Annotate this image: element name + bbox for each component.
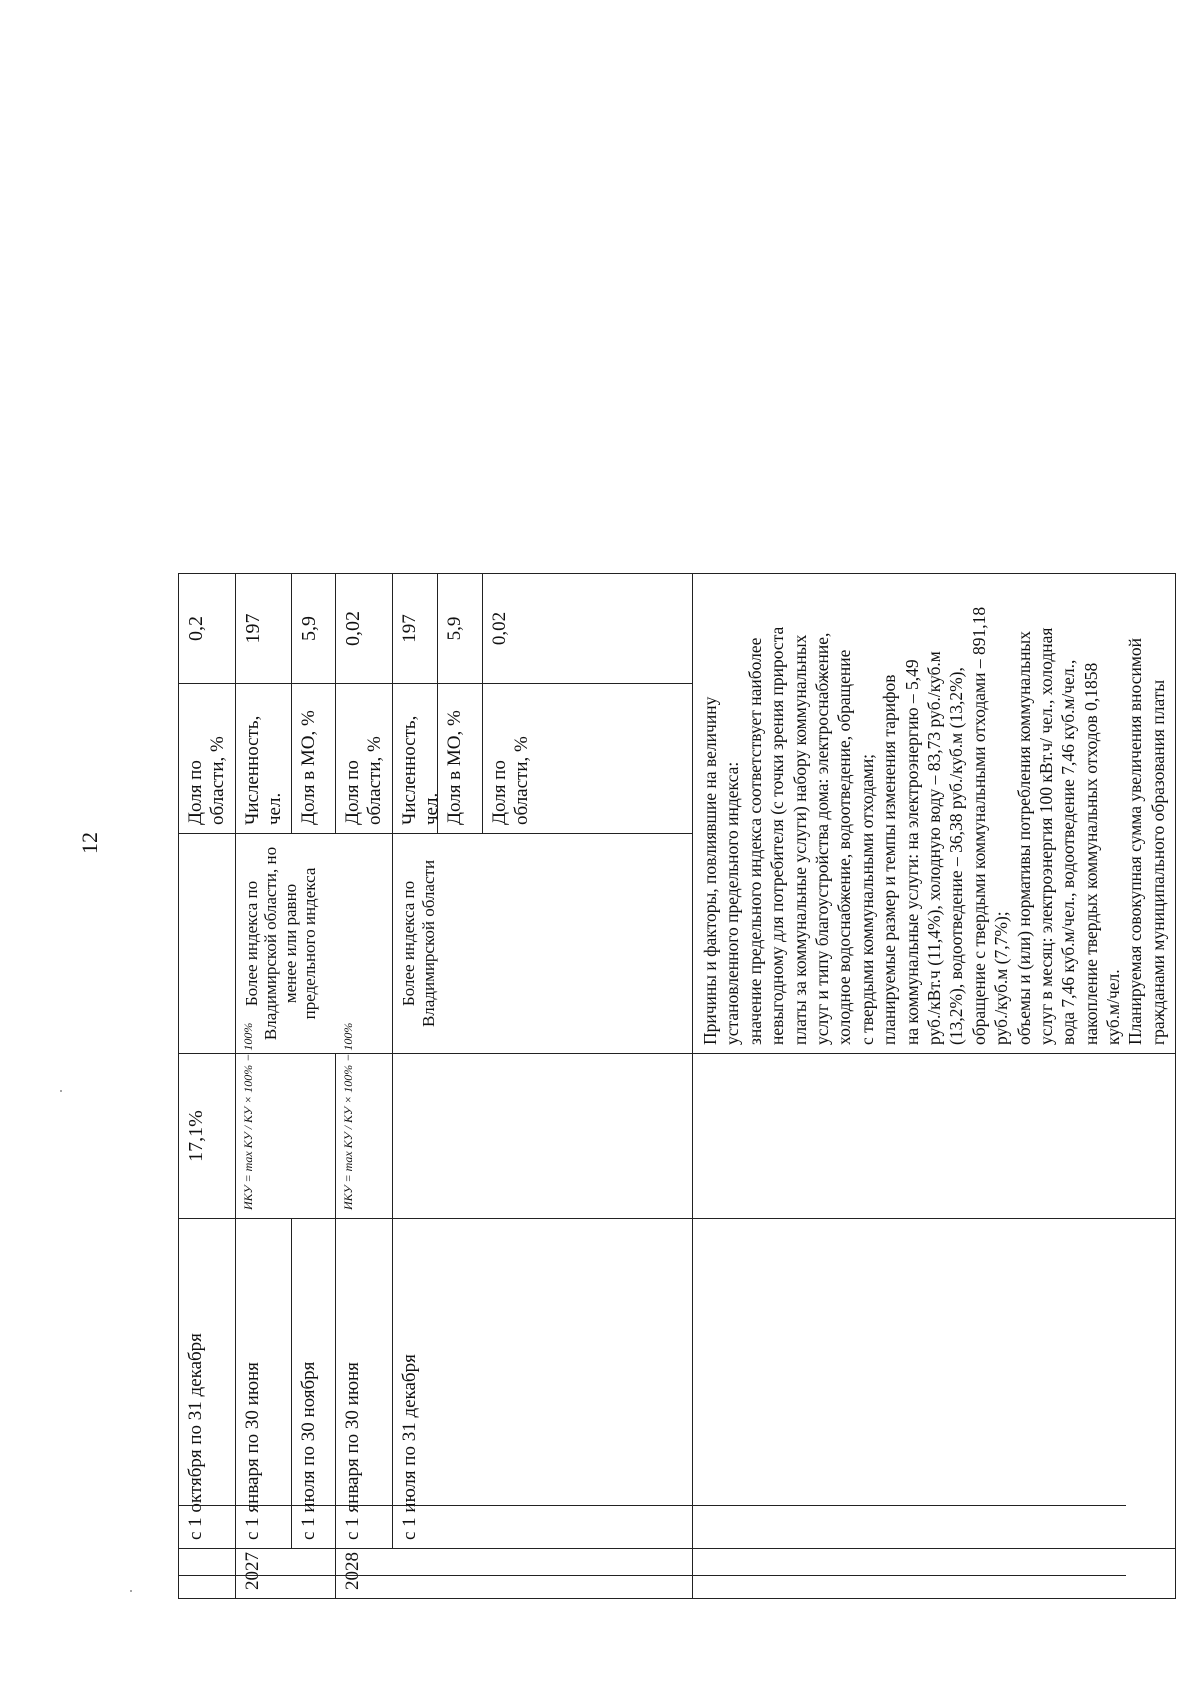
condition-cell: Более индекса по Владимирской области, но менее или равно предельного индекса: [235, 834, 392, 1054]
factors-line: с твердыми коммунальными отходами;: [856, 753, 877, 1045]
scan-speck: [60, 1090, 62, 1092]
factors-line: установленного предельного индекса:: [722, 761, 743, 1045]
factors-line: невыгодному для потребителя (с точки зрения прироста: [767, 626, 788, 1045]
share-mo-value: 5,9: [438, 574, 483, 683]
factors-line: Причины и факторы, повлиявшие на величину: [700, 696, 721, 1045]
scan-speck: [130, 1590, 132, 1592]
table-row: [336, 0, 393, 1599]
factors-line: объемы и (или) нормативы потребления коммунальных: [1013, 631, 1034, 1045]
share-mo-value: 5,9: [292, 574, 336, 684]
factors-line: услуг в месяц: электроэнергия 100 кВт.ч/ чел., холодная: [1035, 627, 1056, 1045]
factors-line: услуг и типу благоустройства дома: электроснабжение,: [812, 632, 833, 1045]
table-row: [693, 0, 1176, 1599]
formula-cell: ИКУ = max KУ / KУ × 100% − 100%: [336, 1054, 393, 1219]
population-value: 197: [235, 574, 292, 684]
factors-line: обращение с твердыми коммунальными отходами – 891,18: [968, 606, 989, 1045]
share-region-label: Доля по области, %: [489, 736, 532, 825]
table-row: [235, 0, 292, 1599]
horizontal-rule: [178, 1505, 1126, 1506]
period-cell: с 1 октября по 31 декабря: [179, 1219, 236, 1549]
share-region-value: 0,02: [489, 611, 511, 646]
table-row: [393, 0, 693, 1599]
factors-line: гражданами муниципального образования платы: [1147, 679, 1168, 1045]
factors-line: вода 7,46 куб.м/чел., водоотведение 7,46 куб.м/чел.,: [1058, 659, 1079, 1045]
year-cell: 2027: [235, 1549, 336, 1599]
factors-line: Планируемая совокупная сумма увеличения вносимой: [1125, 637, 1146, 1045]
formula-cell: ИКУ = max KУ / KУ × 100% − 100%: [235, 1054, 336, 1219]
factors-line: (13,2%), водоотведение – 36,38 руб./куб.м (13,2%),: [946, 667, 967, 1045]
factors-line: планируемые размер и темпы изменения тарифов: [879, 674, 900, 1045]
index-value: 17,1%: [179, 1054, 236, 1219]
factors-line: платы за коммунальные услуги) набору коммунальных: [789, 634, 810, 1045]
period-cell: с 1 июля по 30 ноября: [292, 1219, 336, 1549]
share-mo-label: Доля в МО, %: [292, 684, 336, 834]
factors-line: значение предельного индекса соответствует наиболее: [744, 637, 765, 1045]
share-region-label: Доля по области, %: [336, 684, 393, 834]
period-cell: с 1 января по 30 июня: [235, 1219, 292, 1549]
factors-cell: [693, 574, 1176, 1054]
period-cell: с 1 июля по 31 декабря: [393, 1219, 693, 1549]
rotated-table-sheet: [178, 0, 1168, 1599]
share-region-label: Доля по области, %: [179, 684, 236, 834]
factors-line: холодное водоснабжение, водоотведение, обращение: [834, 649, 855, 1045]
population-label: Численность, чел.: [393, 684, 438, 833]
share-region-value: 0,02: [336, 574, 393, 684]
period-cell: с 1 января по 30 июня: [336, 1219, 393, 1549]
table-row: [179, 0, 236, 1599]
page-number: 12: [77, 832, 102, 854]
horizontal-rule: [178, 1575, 1126, 1576]
condition-cell: Более индекса по Владимирской области: [393, 834, 693, 1054]
factors-line: куб.м/чел.: [1103, 969, 1124, 1045]
factors-line: руб./куб.м (7,7%);: [991, 911, 1012, 1045]
factors-line: накопление твердых коммунальных отходов 0,1858: [1080, 662, 1101, 1045]
factors-line: на коммунальные услуги: на электроэнергию – 5,49: [901, 659, 922, 1045]
population-value: 197: [393, 574, 438, 683]
population-label: Численность, чел.: [235, 684, 292, 834]
share-mo-label: Доля в МО, %: [438, 684, 483, 833]
table-row: [292, 0, 336, 1599]
year-cell: 2028: [336, 1549, 693, 1599]
share-region-value: 0,2: [179, 574, 236, 684]
index-table: [178, 0, 1176, 1599]
factors-line: руб./кВт.ч (11,4%), холодную воду – 83,73 руб./куб.м: [923, 651, 944, 1045]
